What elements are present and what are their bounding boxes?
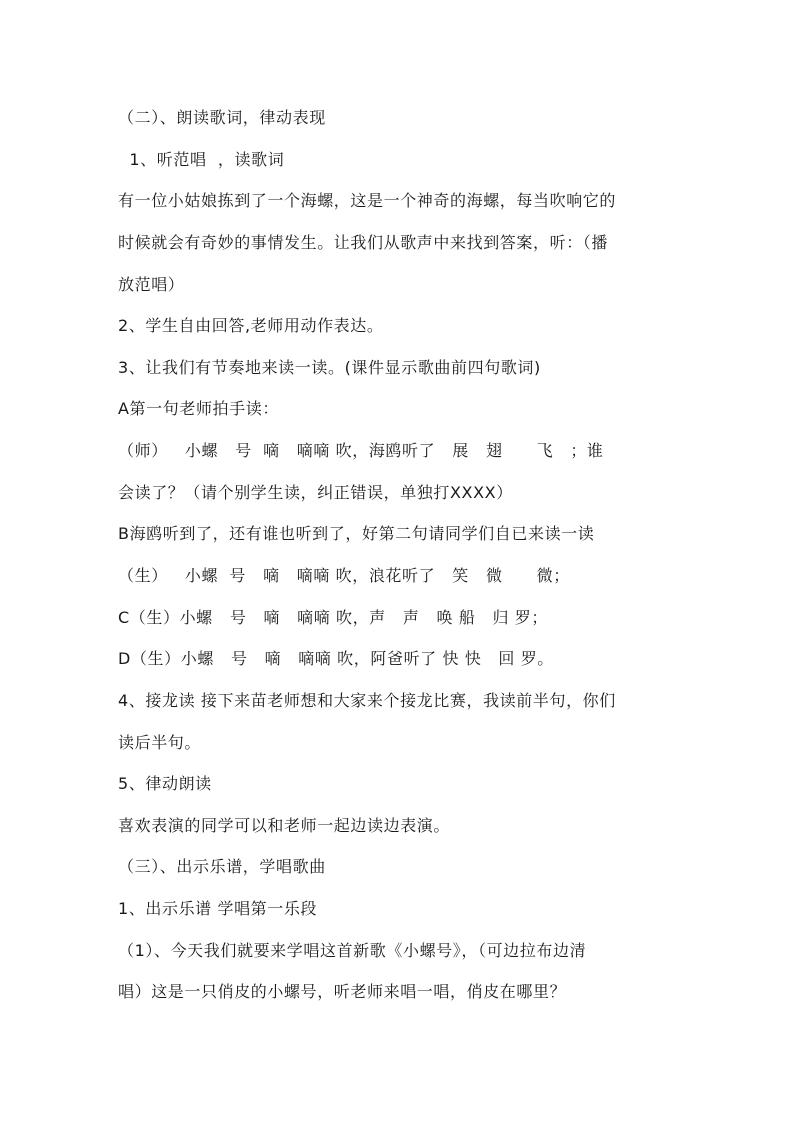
list-item-5: 5、律动朗读 <box>118 774 212 793</box>
paragraph-line: 有一位小姑娘拣到了一个海螺，这是一个神奇的海螺，每当吹响它的 <box>118 191 617 210</box>
subsection-score: 1、出示乐谱 学唱第一乐段 <box>118 899 318 918</box>
section-heading-3: （三）、出示乐谱，学唱歌曲 <box>118 857 326 876</box>
lyric-line-student-c: C（生）小螺 号 嘀 嘀嘀 吹，声 声 唤 船 归 罗； <box>118 608 548 627</box>
subsection-listen: 1、听范唱 ，读歌词 <box>118 150 285 169</box>
list-item-4: 4、接龙读 接下来苗老师想和大家来个接龙比赛，我读前半句，你们 <box>118 691 616 710</box>
item-b: B海鸥听到了，还有谁也听到了，好第二句请同学们自已来读一读 <box>118 524 595 543</box>
list-item-3: 3、让我们有节奏地来读一读。(课件显示歌曲前四句歌词) <box>118 358 541 377</box>
lyric-line-teacher: （师） 小螺 号 嘀 嘀嘀 吹，海鸥听了 展 翅 飞 ；谁 <box>118 441 604 460</box>
lyric-line-student-d: D（生）小螺 号 嘀 嘀嘀 吹，阿爸听了 快 快 回 罗。 <box>118 649 554 668</box>
paragraph-line: （1）、今天我们就要来学唱这首新歌《小螺号》，（可边拉布边清 <box>118 941 587 960</box>
paragraph-line: 读后半句。 <box>118 733 202 752</box>
section-heading-2: （二）、朗读歌词，律动表现 <box>118 108 326 127</box>
paragraph-line: 喜欢表演的同学可以和老师一起边读边表演。 <box>118 816 451 835</box>
list-item-2: 2、学生自由回答,老师用动作表达。 <box>118 316 384 335</box>
paragraph-line: 唱）这是一只俏皮的小螺号，听老师来唱一唱，俏皮在哪里？ <box>118 982 567 1001</box>
paragraph-line: 时候就会有奇妙的事情发生。让我们从歌声中来找到答案，听：（播 <box>118 233 609 252</box>
item-a: A第一句老师拍手读： <box>118 399 279 418</box>
paragraph-line: 会读了？（请个别学生读，纠正错误，单独打XXXX） <box>118 483 513 502</box>
paragraph-line: 放范唱） <box>118 275 185 294</box>
lyric-line-student-b: （生） 小螺 号 嘀 嘀嘀 吹，浪花听了 笑 微 微； <box>118 566 570 585</box>
